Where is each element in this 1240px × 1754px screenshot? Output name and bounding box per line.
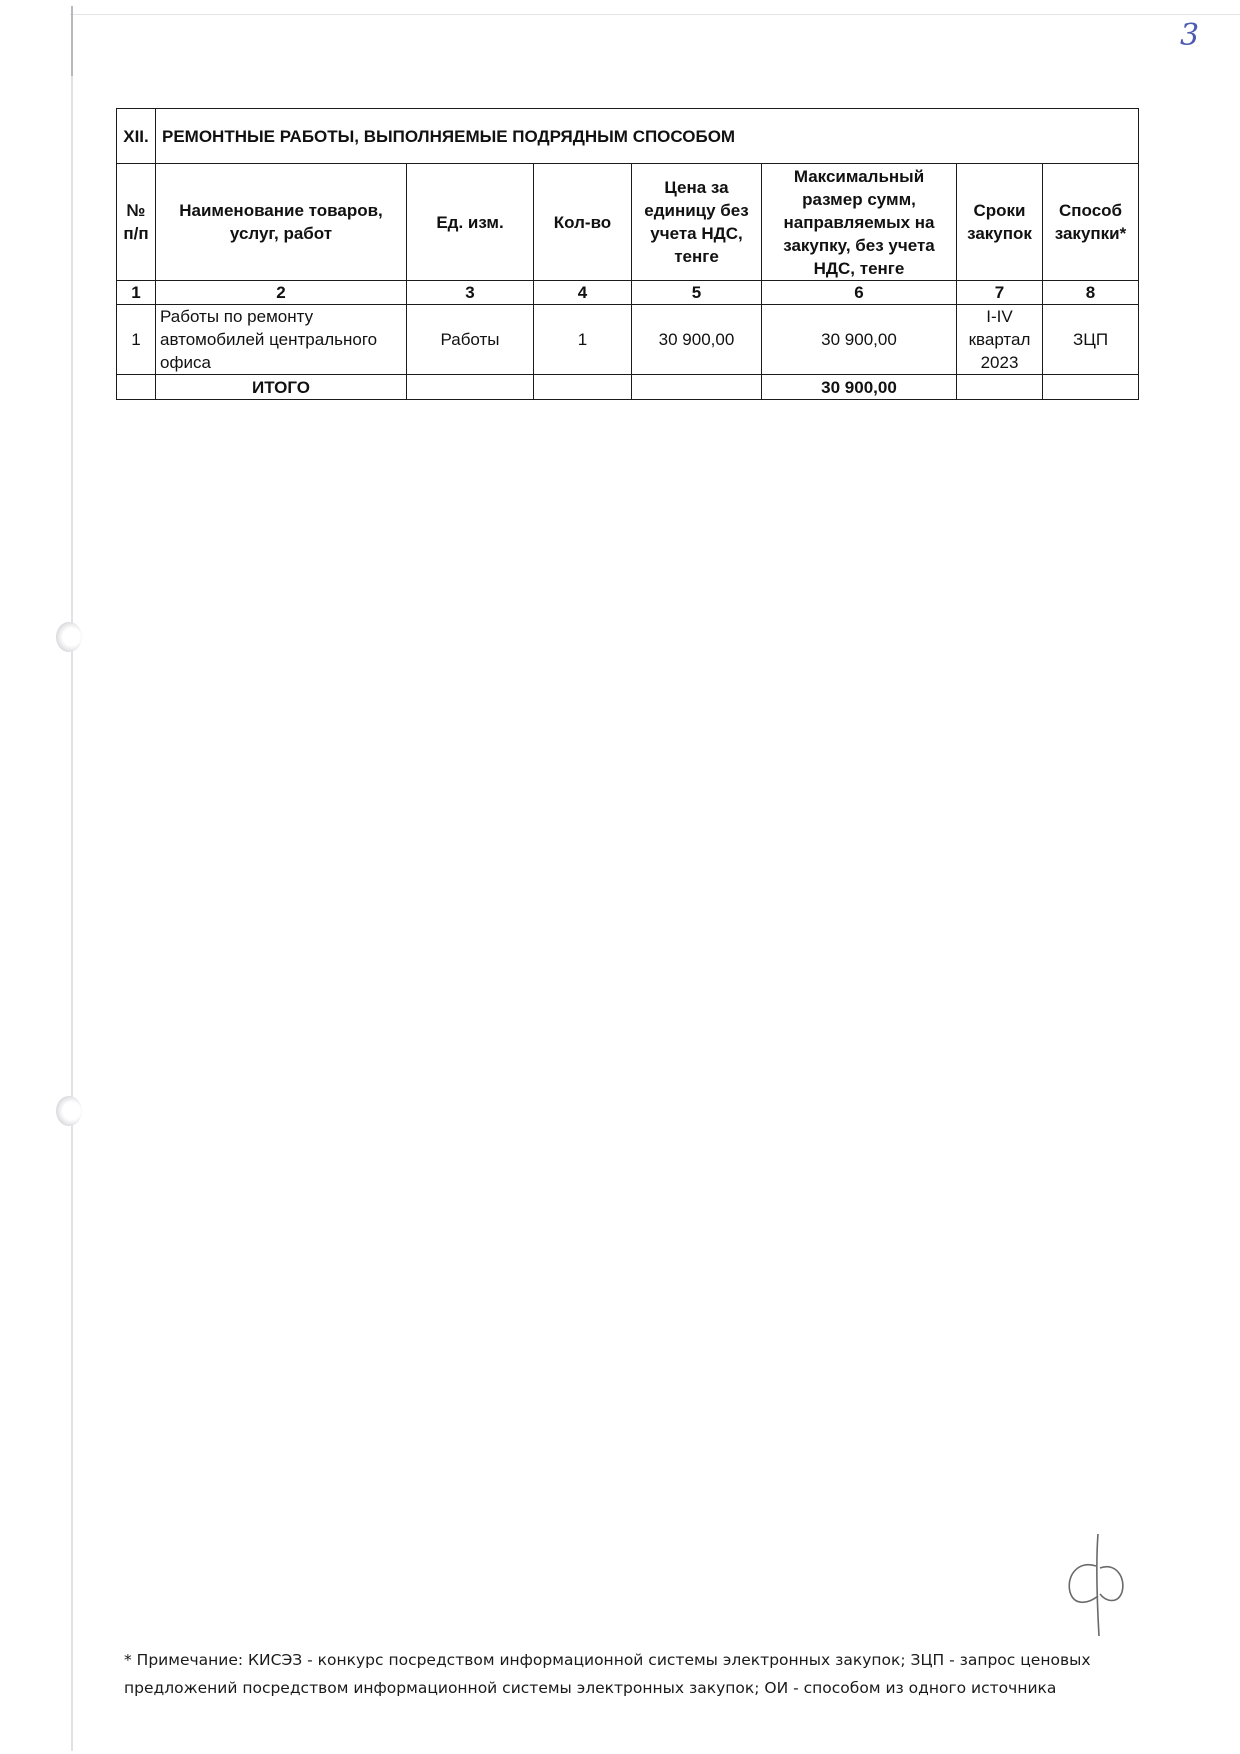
column-number-row xyxy=(117,281,1139,305)
header-max-amount: Максимальный размер сумм, направляемых на закупку, без учета НДС, тенге xyxy=(762,164,957,281)
column-number: 1 xyxy=(117,281,156,305)
header-qty: Кол-во xyxy=(534,164,632,281)
footnote: * Примечание: КИСЭЗ - конкурс посредством информационной системы электронных закупок; ЗЦП - запрос ценовых предложений посредством информационной системы электронных закупок; ОИ - способом из одного источника xyxy=(124,1651,1091,1697)
header-name: Наименование товаров, услуг, работ xyxy=(156,164,407,281)
header-unit-price: Цена за единицу без учета НДС, тенге xyxy=(632,164,762,281)
column-number: 7 xyxy=(957,281,1043,305)
row-number: 1 xyxy=(117,305,156,375)
column-number: 2 xyxy=(156,281,407,305)
column-header-row xyxy=(117,164,1139,281)
item-period: I-IV квартал 2023 xyxy=(957,305,1043,375)
header-method: Способ закупки* xyxy=(1043,164,1139,281)
punch-hole-lower xyxy=(56,1096,82,1126)
item-name: Работы по ремонту автомобилей центрального офиса xyxy=(156,305,407,375)
scan-left-mark xyxy=(71,6,73,76)
total-max-amount: 30 900,00 xyxy=(762,375,957,400)
column-number: 4 xyxy=(534,281,632,305)
column-number: 5 xyxy=(632,281,762,305)
item-unit-price: 30 900,00 xyxy=(632,305,762,375)
table-row xyxy=(117,305,1139,375)
section-header-row xyxy=(117,109,1139,164)
handwritten-signature xyxy=(1060,1530,1130,1640)
page-number: 3 xyxy=(1180,18,1200,53)
item-qty: 1 xyxy=(534,305,632,375)
scan-left-edge xyxy=(71,6,73,1751)
total-label: ИТОГО xyxy=(156,375,407,400)
total-empty-cell xyxy=(1043,375,1139,400)
section-title: РЕМОНТНЫЕ РАБОТЫ, ВЫПОЛНЯЕМЫЕ ПОДРЯДНЫМ СПОСОБОМ xyxy=(156,109,1139,164)
item-max-amount: 30 900,00 xyxy=(762,305,957,375)
total-empty-cell xyxy=(407,375,534,400)
total-row xyxy=(117,375,1139,400)
punch-hole-upper xyxy=(56,622,82,652)
item-unit: Работы xyxy=(407,305,534,375)
scan-top-edge xyxy=(70,14,1240,15)
procurement-table xyxy=(116,108,1139,400)
total-empty-cell xyxy=(632,375,762,400)
section-number: XII. xyxy=(117,109,156,164)
column-number: 3 xyxy=(407,281,534,305)
column-number: 8 xyxy=(1043,281,1139,305)
header-unit: Ед. изм. xyxy=(407,164,534,281)
item-method: ЗЦП xyxy=(1043,305,1139,375)
total-empty-cell xyxy=(117,375,156,400)
column-number: 6 xyxy=(762,281,957,305)
total-empty-cell xyxy=(957,375,1043,400)
header-num: № п/п xyxy=(117,164,156,281)
total-empty-cell xyxy=(534,375,632,400)
header-period: Сроки закупок xyxy=(957,164,1043,281)
